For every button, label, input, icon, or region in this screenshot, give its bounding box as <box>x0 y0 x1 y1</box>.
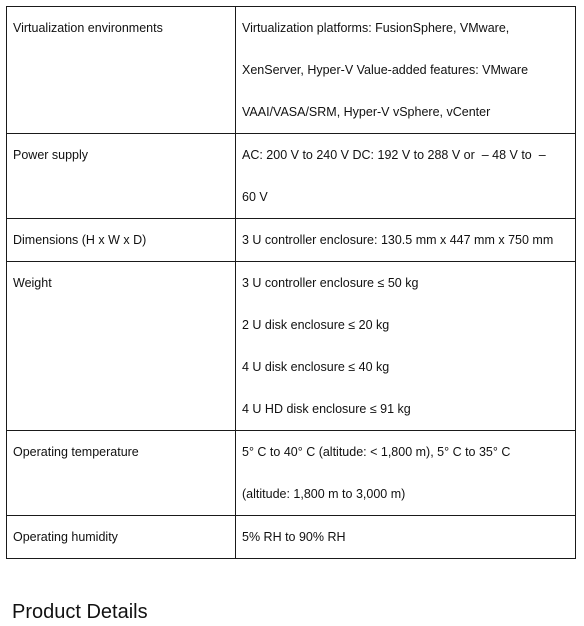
row-label: Power supply <box>13 148 89 162</box>
table-row <box>7 262 576 431</box>
row-label: Operating temperature <box>13 445 139 459</box>
row-label: Operating humidity <box>13 530 118 544</box>
row-value-line: VAAI/VASA/SRM, Hyper-V vSphere, vCenter <box>242 105 491 119</box>
section-heading: Product Details <box>12 601 148 623</box>
row-value-line: 3 U controller enclosure: 130.5 mm x 447 mm x 750 mm <box>242 233 554 247</box>
table-row <box>7 134 576 219</box>
row-label-cell <box>7 7 236 134</box>
row-value-line: 5° C to 40° C (altitude: < 1,800 m), 5° C to 35° C <box>242 445 511 459</box>
table-row <box>7 516 576 559</box>
row-value-cell <box>236 431 576 516</box>
row-value-line: 4 U disk enclosure ≤ 40 kg <box>242 360 390 374</box>
row-value-line: Virtualization platforms: FusionSphere, VMware, <box>242 21 510 35</box>
row-value-line: AC: 200 V to 240 V DC: 192 V to 288 V or – 48 V to – <box>242 148 546 162</box>
row-label-cell <box>7 431 236 516</box>
row-label-cell <box>7 219 236 262</box>
table-row <box>7 219 576 262</box>
row-value-cell <box>236 262 576 431</box>
row-value-line: 5% RH to 90% RH <box>242 530 346 544</box>
row-label-cell <box>7 262 236 431</box>
row-value-line: 2 U disk enclosure ≤ 20 kg <box>242 318 390 332</box>
row-value-cell <box>236 134 576 219</box>
row-value-line: XenServer, Hyper-V Value-added features: VMware <box>242 63 529 77</box>
row-value-cell <box>236 7 576 134</box>
row-value-line: 3 U controller enclosure ≤ 50 kg <box>242 276 419 290</box>
row-label: Weight <box>13 276 52 290</box>
table-row <box>7 431 576 516</box>
row-label-cell <box>7 516 236 559</box>
row-value-line: 60 V <box>242 190 268 204</box>
row-value-line: 4 U HD disk enclosure ≤ 91 kg <box>242 402 411 416</box>
row-label: Virtualization environments <box>13 21 163 35</box>
row-label: Dimensions (H x W x D) <box>13 233 147 247</box>
row-value-cell <box>236 516 576 559</box>
row-value-line: (altitude: 1,800 m to 3,000 m) <box>242 487 406 501</box>
specifications-table <box>6 6 576 559</box>
row-value-cell <box>236 219 576 262</box>
table-row <box>7 7 576 134</box>
row-label-cell <box>7 134 236 219</box>
